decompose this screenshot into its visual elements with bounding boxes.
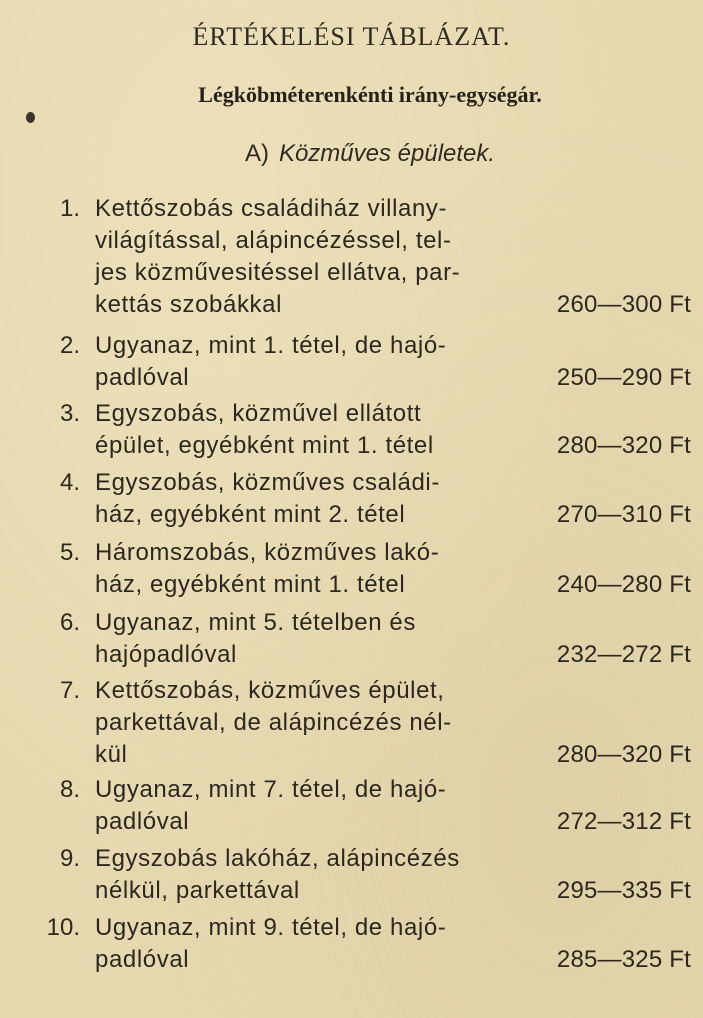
ink-spot [26, 112, 35, 123]
item-number: 2. [59, 332, 80, 359]
item-number: 10. [46, 914, 80, 941]
item-price: 250—290 Ft [556, 364, 691, 391]
item-description-line: világítással, alápincézéssel, tel- [95, 227, 452, 254]
section-title: Közműves épületek. [278, 140, 496, 167]
item-description-line: ház, egyébként mint 1. tétel [95, 571, 406, 598]
item-description-line: Kettőszobás családiház villany- [95, 195, 448, 222]
item-description-line: padlóval [95, 946, 190, 973]
list-item [0, 675, 703, 771]
item-description-line: ház, egyébként mint 2. tétel [95, 501, 406, 528]
item-description-line: padlóval [95, 808, 190, 835]
item-price: 232—272 Ft [556, 641, 691, 668]
item-number: 9. [59, 845, 80, 872]
page-title: ÉRTÉKELÉSI TÁBLÁZAT. [192, 22, 511, 51]
list-item [0, 774, 703, 838]
item-description-line: Egyszobás lakóház, alápincézés [95, 845, 460, 872]
item-description-line: épület, egyébként mint 1. tétel [95, 432, 434, 459]
item-price: 280—320 Ft [556, 432, 691, 459]
item-description-line: hajópadlóval [95, 641, 237, 668]
list-item [0, 330, 703, 394]
item-description-line: Ugyanaz, mint 5. tételben és [95, 609, 416, 636]
item-price: 285—325 Ft [556, 946, 691, 973]
item-description-line: Ugyanaz, mint 1. tétel, de hajó- [95, 332, 447, 359]
item-price: 240—280 Ft [556, 571, 691, 598]
item-number: 7. [59, 677, 80, 704]
item-price: 272—312 Ft [556, 808, 691, 835]
item-description-line: Egyszobás, közművel ellátott [95, 400, 422, 427]
item-number: 1. [59, 195, 80, 222]
item-number: 8. [59, 776, 80, 803]
item-description-line: Egyszobás, közműves családi- [95, 469, 440, 496]
list-item [0, 193, 703, 321]
list-item [0, 537, 703, 601]
item-number: 4. [59, 469, 80, 496]
table-subtitle: Légköbméterenkénti irány-egységár. [198, 82, 542, 107]
list-item [0, 912, 703, 976]
item-description-line: Kettőszobás, közműves épület, [95, 677, 445, 704]
item-description-line: Háromszobás, közműves lakó- [95, 539, 440, 566]
item-price: 260—300 Ft [556, 291, 691, 318]
item-number: 6. [59, 609, 80, 636]
item-description-line: nélkül, parkettával [95, 877, 300, 904]
section-label: A) [244, 140, 269, 167]
item-price: 295—335 Ft [556, 877, 691, 904]
item-price: 270—310 Ft [556, 501, 691, 528]
item-price: 280—320 Ft [556, 741, 691, 768]
list-item [0, 467, 703, 531]
item-number: 3. [59, 400, 80, 427]
list-item [0, 398, 703, 462]
item-number: 5. [59, 539, 80, 566]
item-description-line: Ugyanaz, mint 9. tétel, de hajó- [95, 914, 447, 941]
list-item [0, 843, 703, 907]
list-item [0, 607, 703, 671]
item-description-line: padlóval [95, 364, 190, 391]
item-description-line: Ugyanaz, mint 7. tétel, de hajó- [95, 776, 447, 803]
section-heading [0, 140, 703, 168]
item-description-line: kül [95, 741, 128, 768]
item-description-line: parkettával, de alápincézés nél- [95, 709, 452, 736]
item-description-line: jes közművesitéssel ellátva, par- [95, 259, 461, 286]
item-description-line: kettás szobákkal [95, 291, 283, 318]
